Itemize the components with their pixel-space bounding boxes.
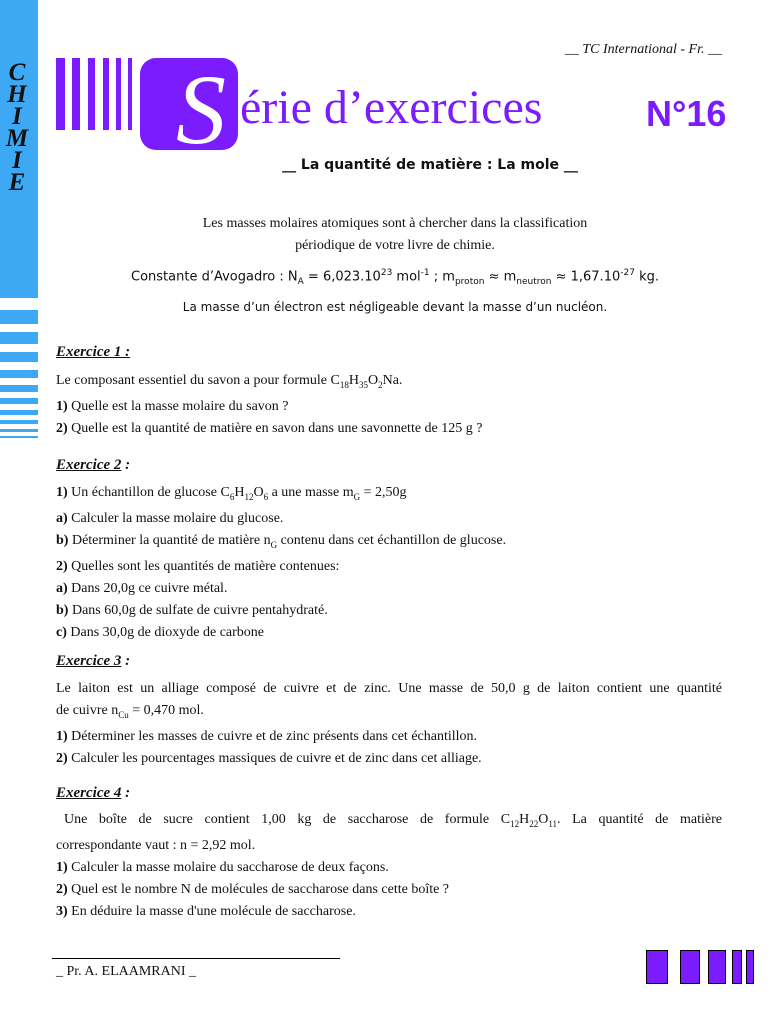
exercise-4-line-2: correspondante vaut : n = 2,92 mol.	[56, 837, 256, 853]
footer-author: _ Pr. A. ELAAMRANI _	[56, 964, 197, 979]
exercise-1-question-1: 1) Quelle est la masse molaire du savon ?	[56, 398, 289, 414]
exercise-4-title: Exercice 4 :	[56, 785, 131, 801]
footer-rule	[52, 958, 340, 959]
series-number: N°16	[646, 93, 727, 134]
exercise-1-title: Exercice 1 :	[56, 344, 131, 360]
chimie-vertical-label	[0, 59, 34, 196]
exercise-3-line-4: 2) Calculer les pourcentages massiques de cuivre et de zinc dans cet alliage.	[56, 750, 482, 766]
exercise-4-line-5: 3) En déduire la masse d'une molécule de saccharose.	[56, 903, 356, 919]
exercise-4-line-3: 1) Calculer la masse molaire du saccharose de deux façons.	[56, 859, 389, 875]
exercise-2-line-7: c) Dans 30,0g de dioxyde de carbone	[56, 624, 264, 640]
page-title: érie d’exercices	[240, 81, 543, 134]
exercise-4-line-4: 2) Quel est le nombre N de molécules de saccharose dans cette boîte ?	[56, 881, 450, 897]
exercise-1-formula-line: Le composant essentiel du savon a pour formule $C_{18}H_{35}O_2Na$.	[56, 373, 403, 390]
exercise-3-text	[56, 678, 722, 770]
exercise-3-title: Exercice 3 :	[56, 653, 131, 669]
exercise-2-line-2: a) Calculer la masse molaire du glucose.	[56, 510, 284, 526]
letter: H	[7, 81, 27, 108]
letter: M	[5, 125, 29, 152]
exercise-2-text	[56, 482, 722, 644]
exercise-2-line-3: b) Déterminer la quantité de matière $n_G$ contenu dans cet échantillon de glucose.	[56, 532, 507, 550]
avogadro-constant: Constante d’Avogadro : $N_A = 6,023.10^{23}$ mol$^{-1}$ ; $m_{proton} \approx m_{neutron} \approx 1,67.10^{-27}$ kg.	[131, 268, 659, 287]
exercise-4-line-1: Une boîte de sucre contient 1,00 kg de saccharose de formule $C_{12}H_{22}O_{11}$. La quantité de matière	[64, 812, 722, 829]
exercise-3-line-1: Le laiton est un alliage composé de cuivre et de zinc. Une masse de 50,0 g de laiton contient une quantité	[56, 681, 722, 696]
exercise-1-text	[56, 370, 722, 440]
intro-line-2: périodique de votre livre de chimie.	[295, 238, 495, 253]
exercise-4-text	[56, 809, 722, 923]
exercise-2-line-5: a) Dans 20,0g ce cuivre métal.	[56, 580, 228, 596]
letter: E	[8, 169, 26, 196]
letter: I	[12, 103, 22, 130]
exercise-3-line-2: de cuivre $n_{Cu} = 0,470$ mol.	[56, 703, 204, 720]
exercise-2-line-1: 1) Un échantillon de glucose $C_6H_{12}O_6$ a une masse $m_G = 2,50g$	[56, 485, 407, 502]
letter: I	[12, 147, 22, 174]
course-label: __ TC International - Fr. __	[564, 42, 722, 57]
letter: C	[8, 59, 26, 86]
page-subtitle: __ La quantité de matière : La mole __	[282, 157, 578, 173]
electron-note: La masse d’un électron est négligeable devant la masse d’un nucléon.	[182, 300, 608, 314]
exercise-1-question-2: 2) Quelle est la quantité de matière en savon dans une savonnette de 125 g ?	[56, 420, 483, 436]
intro-line-1: Les masses molaires atomiques sont à chercher dans la classification	[202, 216, 588, 231]
exercise-2-line-4: 2) Quelles sont les quantités de matière contenues:	[56, 558, 340, 574]
exercise-2-title: Exercice 2 :	[56, 457, 131, 473]
exercise-3-line-3: 1) Déterminer les masses de cuivre et de zinc présents dans cet échantillon.	[56, 728, 478, 744]
exercise-2-line-6: b) Dans 60,0g de sulfate de cuivre pentahydraté.	[56, 602, 328, 618]
sidebar-stripes	[0, 298, 38, 440]
title-initial: S	[176, 54, 226, 165]
